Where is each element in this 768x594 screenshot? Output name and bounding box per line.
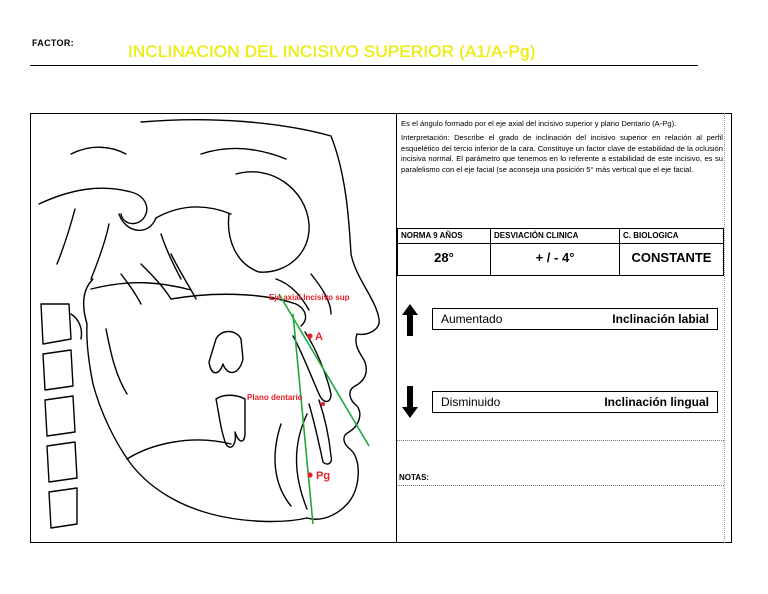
increased-label: Aumentado bbox=[441, 312, 503, 326]
page-title: INCLINACION DEL INCISIVO SUPERIOR (A1/A-Pg) bbox=[128, 42, 536, 61]
increased-row bbox=[432, 308, 718, 330]
panel-divider bbox=[396, 113, 397, 543]
point-pg-dot bbox=[307, 472, 312, 477]
mandible-outline bbox=[87, 324, 307, 521]
axis-label: Eje axial Incisivo sup bbox=[269, 293, 350, 302]
decreased-row bbox=[432, 391, 718, 413]
point-pg-label: Pg bbox=[316, 470, 331, 482]
definition-text: Es el ángulo formado por el eje axial del incisivo superior y plano Dentario (A-Pg). bbox=[401, 119, 677, 128]
upper-molar bbox=[209, 332, 243, 373]
notes-line bbox=[397, 485, 724, 486]
description-block bbox=[401, 119, 723, 179]
notes-divider bbox=[397, 440, 724, 441]
header-biologica: C. BIOLOGICA bbox=[623, 231, 679, 240]
value-desviacion: + / - 4° bbox=[535, 250, 575, 265]
plane-label: Plano dentario bbox=[247, 393, 303, 402]
cervical-vertebrae bbox=[41, 304, 77, 528]
plane-dot bbox=[321, 402, 325, 406]
notes-label: NOTAS: bbox=[399, 473, 430, 482]
header-norma: NORMA 9 AÑOS bbox=[401, 231, 463, 240]
title-underline bbox=[30, 65, 698, 66]
cephalometric-drawing bbox=[31, 114, 397, 542]
orbit-outline bbox=[228, 172, 309, 272]
value-norma: 28° bbox=[434, 250, 454, 265]
point-a-label: A bbox=[315, 331, 323, 343]
arrow-up-icon bbox=[402, 304, 418, 336]
values-table bbox=[397, 228, 724, 276]
header-desviacion: DESVIACIÓN CLINICA bbox=[494, 231, 579, 240]
value-biologica: CONSTANTE bbox=[631, 250, 712, 265]
skull-outline bbox=[141, 120, 379, 335]
point-a-dot bbox=[307, 333, 312, 338]
lower-molar bbox=[216, 395, 245, 447]
increased-result: Inclinación labial bbox=[612, 312, 709, 326]
decreased-label: Disminuido bbox=[441, 395, 501, 409]
arrow-down-icon bbox=[402, 386, 418, 418]
interpretation-text: Interpretación: Describe el grado de inclinación del incisivo superior en relación al perfil esquelético del tercio inferior de la cara. Constituye un factor clave de estabilidad de la oclusión incisiva normal. El parámetro que tenemos en lo referente a estabilidad de este incisivo, es su paralelismo con el eje facial (se aconseja una posición 5° más vertical que el eje facial. bbox=[401, 133, 723, 174]
decreased-result: Inclinación lingual bbox=[604, 395, 709, 409]
lower-incisor bbox=[309, 400, 331, 464]
right-margin-line bbox=[724, 113, 725, 543]
factor-label: FACTOR: bbox=[32, 38, 74, 48]
